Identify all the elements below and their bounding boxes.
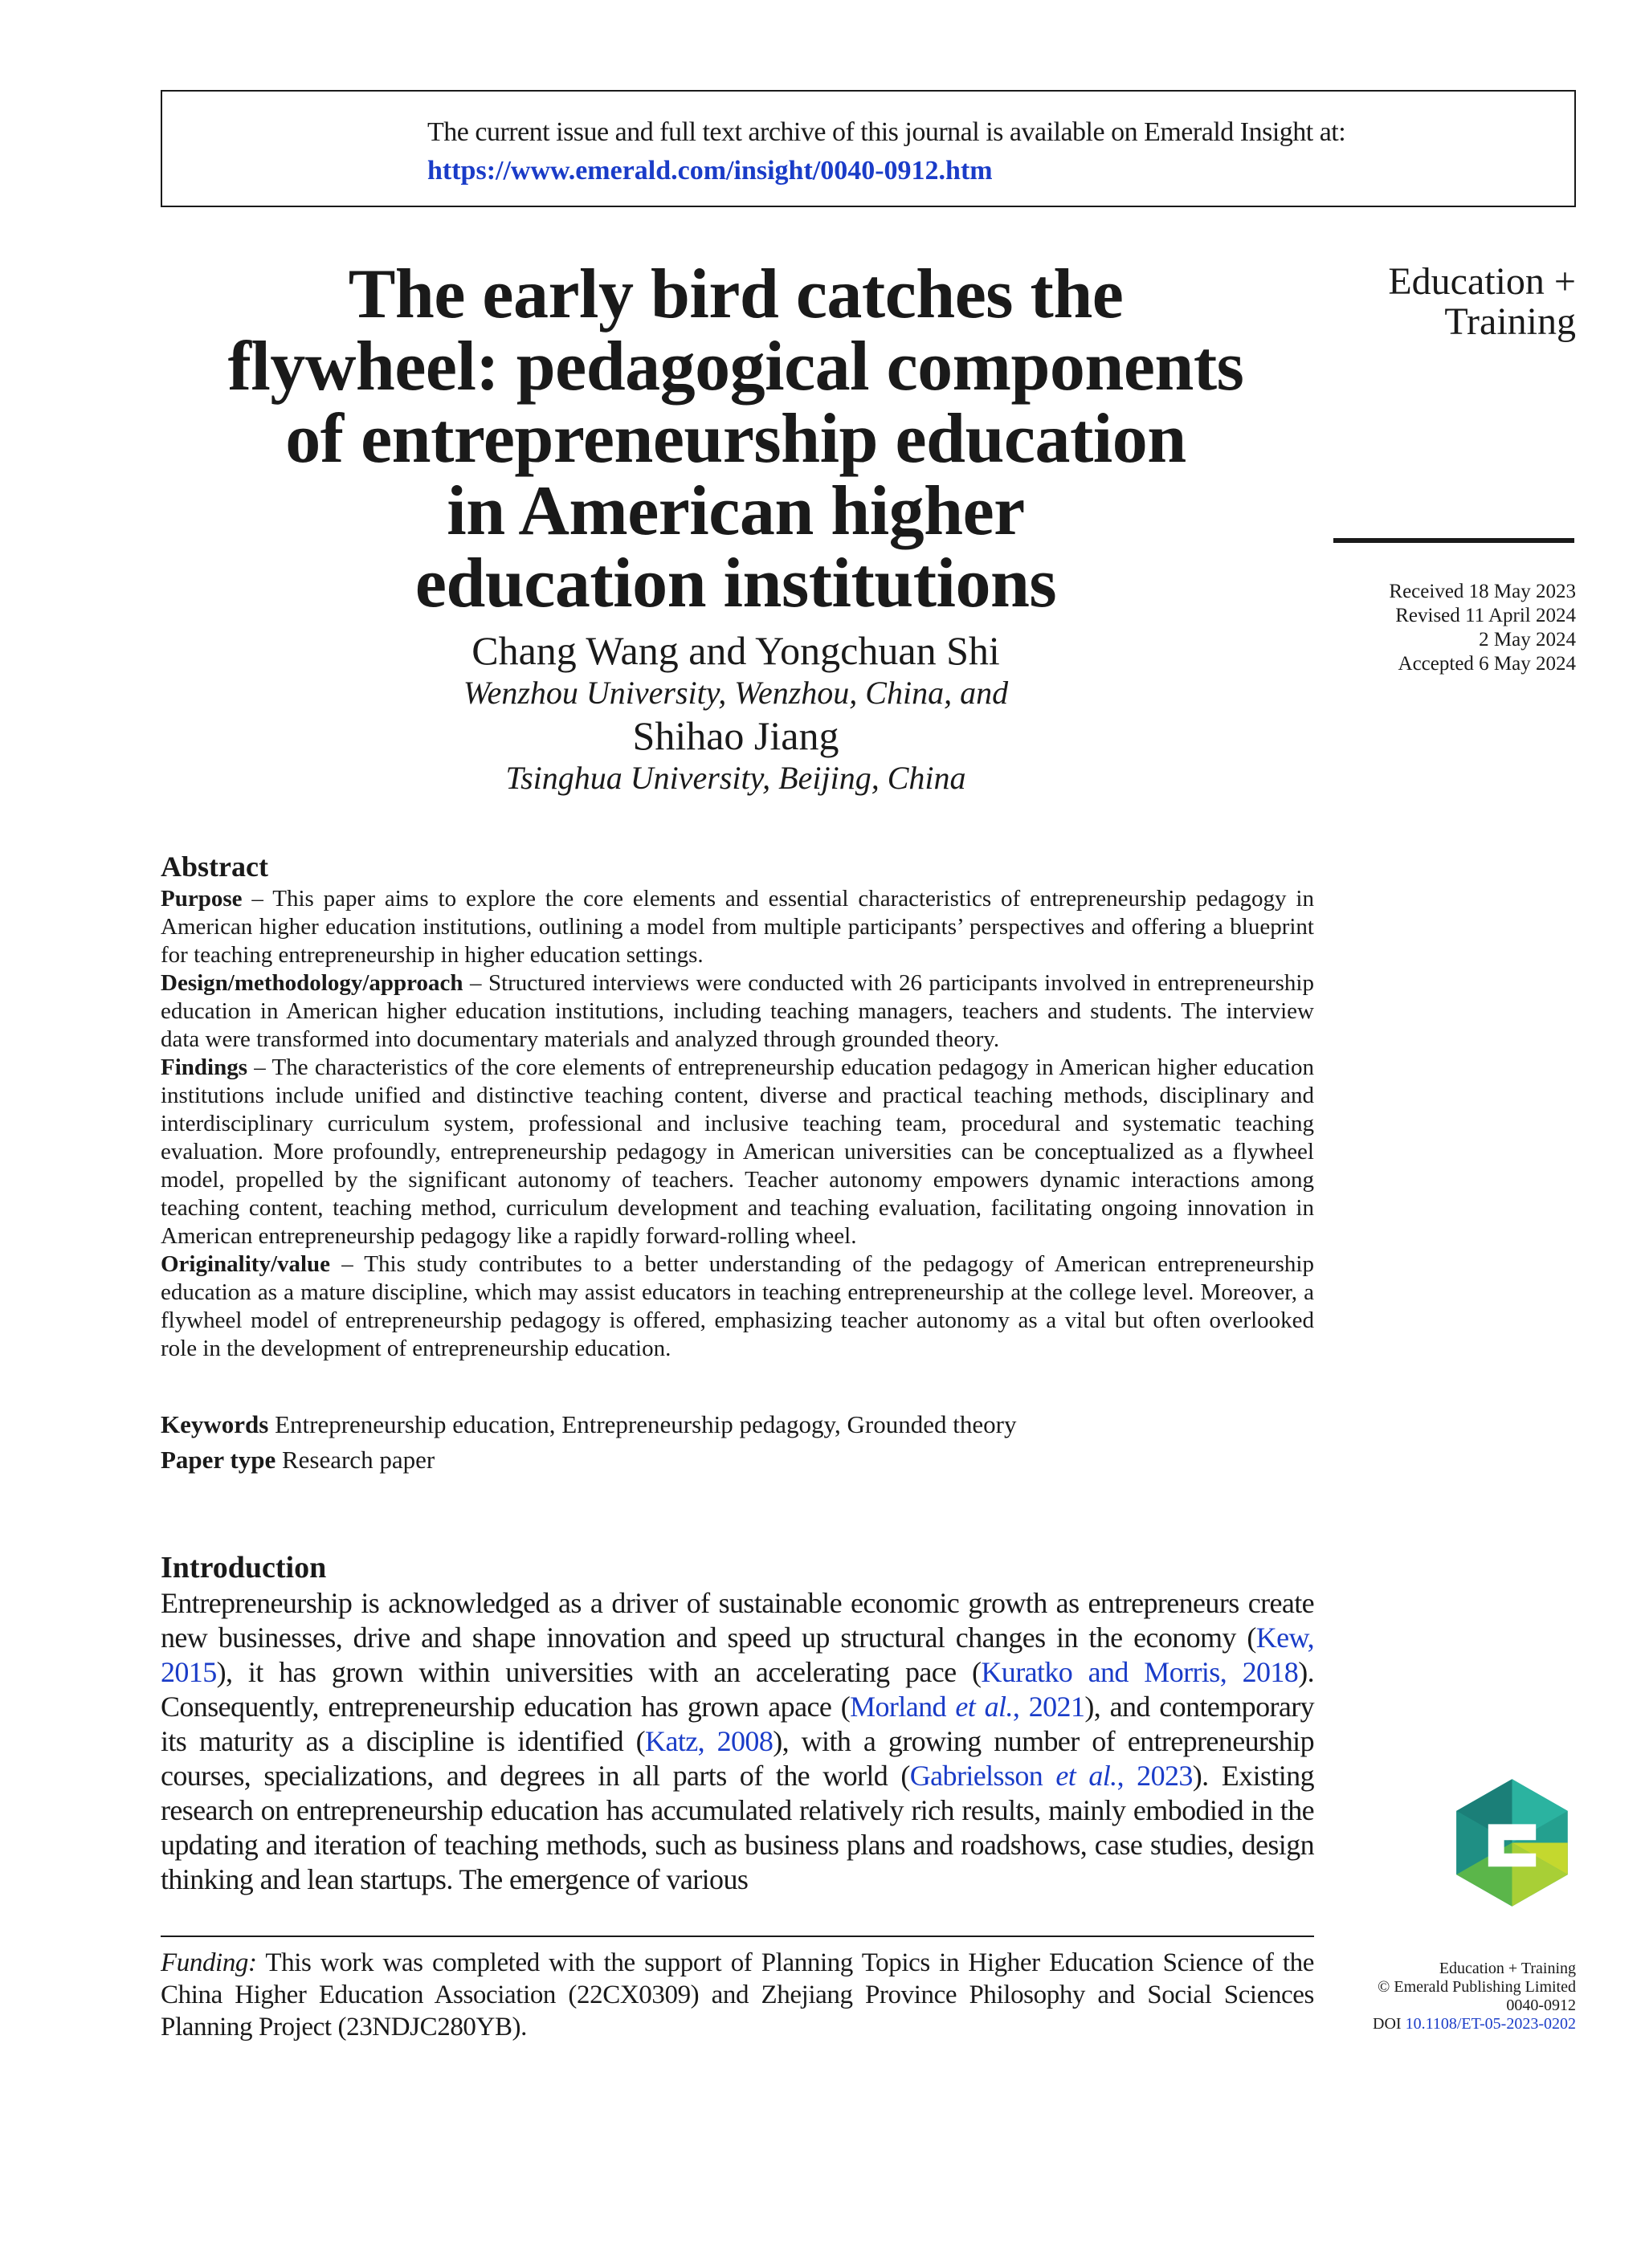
- side-divider: [1333, 538, 1574, 543]
- purpose-label: Purpose: [161, 886, 243, 912]
- author-block: [157, 628, 1314, 798]
- intro-text: ), with a growing number of entrepreneurship courses, specializations, and degrees in all parts of the world (: [161, 1725, 1314, 1792]
- citation-link[interactable]: [910, 1760, 1193, 1792]
- abstract-findings: [161, 1054, 1314, 1250]
- keywords: [161, 1410, 1016, 1439]
- citation-etal: et al.: [955, 1691, 1013, 1723]
- intro-text: Entrepreneurship is acknowledged as a driver of sustainable economic growth as entrepreneurs create new businesses, drive and shape innovation and speed up structural changes in the economy (: [161, 1587, 1314, 1654]
- intro-text: ), and contemporary its maturity as a discipline is identified (: [161, 1691, 1315, 1757]
- abstract-heading: Abstract: [161, 850, 268, 883]
- originality-text: – This study contributes to a better understanding of the pedagogy of American entrepreneurship education as a mature discipline, which may assist educators in teaching entrepreneurship at the college level. Moreover, a flywheel model of entrepreneurship pedagogy is offered, emphasizing teacher autonomy as a vital but often overlooked role in the development of entrepreneurship education.: [161, 1251, 1314, 1361]
- intro-text: ). Existing research on entrepreneurship education has accumulated relatively rich results, mainly embodied in the updating and iteration of teaching methods, such as business plans and roadshows, case studies, design thinking and lean startups. The emergence of various: [161, 1760, 1314, 1895]
- design-text: – Structured interviews were conducted with 26 participants involved in entrepreneurship education in American higher education institutions, including teaching managers, teachers and students. The interview data were transformed into documentary materials and analyzed through grounded theory.: [161, 970, 1314, 1052]
- date-accepted: Accepted 6 May 2024: [1398, 653, 1576, 675]
- intro-paragraph: [161, 1586, 1314, 1897]
- title-line: education institutions: [414, 545, 1057, 622]
- abstract-body: [161, 885, 1314, 1363]
- date-received: Received 18 May 2023: [1389, 581, 1576, 602]
- author-names-2: Shihao Jiang: [632, 713, 839, 758]
- pub-copyright: © Emerald Publishing Limited: [1378, 1978, 1576, 1996]
- paper-type-text: Research paper: [276, 1446, 435, 1474]
- pub-doi: [1287, 2015, 1576, 2033]
- originality-label: Originality/value: [161, 1251, 331, 1277]
- keywords-label: Keywords: [161, 1410, 269, 1438]
- funding-label: Funding:: [161, 1948, 257, 1977]
- title-line: flywheel: pedagogical components: [227, 328, 1244, 406]
- journal-name-line2: Training: [1444, 300, 1576, 343]
- keywords-text: Entrepreneurship education, Entrepreneurship pedagogy, Grounded theory: [268, 1410, 1017, 1438]
- article-title: [157, 255, 1314, 622]
- funding-text: This work was completed with the support of Planning Topics in Higher Education Science of the China Higher Education Association (22CX0309) and Zhejiang Province Philosophy and Social Sciences Planning Project (23NDJC280YB).: [161, 1948, 1314, 2042]
- citation-etal: et al.: [1055, 1760, 1117, 1792]
- intro-text: ), it has grown within universities with an accelerating pace (: [216, 1656, 982, 1688]
- paper-type-label: Paper type: [161, 1446, 276, 1474]
- doi-label: DOI: [1373, 2015, 1406, 2033]
- design-label: Design/methodology/approach: [161, 970, 463, 996]
- intro-text: ). Consequently, entrepreneurship education has grown apace (: [161, 1656, 1314, 1723]
- findings-label: Findings: [161, 1054, 247, 1080]
- purpose-text: – This paper aims to explore the core elements and essential characteristics of entrepreneurship pedagogy in American higher education institutions, outlining a model from multiple participants’ perspectives and offering a blueprint for teaching entrepreneurship in higher education settings.: [161, 886, 1314, 968]
- citation-link[interactable]: Katz, 2008: [645, 1725, 774, 1757]
- citation-link[interactable]: Kuratko and Morris, 2018: [981, 1656, 1299, 1688]
- affiliation-1: Wenzhou University, Wenzhou, China, and: [463, 675, 1009, 711]
- emerald-logo-icon: [1446, 1776, 1578, 1909]
- findings-text: – The characteristics of the core elements of entrepreneurship education pedagogy in American higher education institutions include unified and distinctive teaching content, diverse and practical teaching methods, disciplinary and interdisciplinary curriculum system, professional and inclusive teaching team, procedural and systematic teaching evaluation. More profoundly, entrepreneurship pedagogy in American universities can be conceptualized as a flywheel model, propelled by the significant autonomy of teachers. Teacher autonomy empowers dynamic interactions among teaching content, teaching method, curriculum development and teaching evaluation, facilitating ongoing innovation in American entrepreneurship pedagogy like a rapidly forward-rolling wheel.: [161, 1054, 1314, 1249]
- pub-journal: Education + Training: [1439, 1960, 1576, 1977]
- journal-name: [1287, 262, 1576, 342]
- date-revised: Revised 11 April 2024: [1395, 605, 1576, 626]
- access-text: The current issue and full text archive of this journal is available on Emerald Insight at:: [427, 117, 1346, 147]
- article-dates: [1287, 580, 1576, 676]
- paper-type: [161, 1446, 435, 1475]
- date-revised-2: 2 May 2024: [1479, 629, 1576, 651]
- citation-year: , 2023: [1116, 1760, 1193, 1792]
- citation-link[interactable]: Kew, 2015: [161, 1621, 1314, 1688]
- funding-note: [161, 1947, 1314, 2043]
- citation-year: , 2021: [1012, 1691, 1085, 1723]
- journal-access-box: [161, 90, 1576, 207]
- citation-link[interactable]: [850, 1691, 1084, 1723]
- introduction-heading: Introduction: [161, 1551, 327, 1585]
- title-line: of entrepreneurship education: [285, 400, 1186, 478]
- pub-issn: 0040-0912: [1506, 1997, 1576, 2014]
- doi-link[interactable]: 10.1108/ET-05-2023-0202: [1405, 2015, 1576, 2033]
- author-names-1: Chang Wang and Yongchuan Shi: [471, 628, 1000, 673]
- introduction-body: [161, 1586, 1314, 1897]
- citation-author: Morland: [850, 1691, 956, 1723]
- abstract-originality: [161, 1250, 1314, 1363]
- affiliation-2: Tsinghua University, Beijing, China: [505, 760, 966, 796]
- journal-url-link[interactable]: https://www.emerald.com/insight/0040-0912.htm: [427, 156, 993, 186]
- abstract-purpose: [161, 885, 1314, 969]
- title-line: in American higher: [447, 472, 1025, 550]
- publication-info: [1287, 1960, 1576, 2033]
- footnote-divider: [161, 1936, 1314, 1937]
- title-line: The early bird catches the: [348, 255, 1124, 333]
- citation-author: Gabrielsson: [909, 1760, 1056, 1792]
- abstract-design: [161, 969, 1314, 1054]
- journal-name-line1: Education +: [1388, 260, 1576, 303]
